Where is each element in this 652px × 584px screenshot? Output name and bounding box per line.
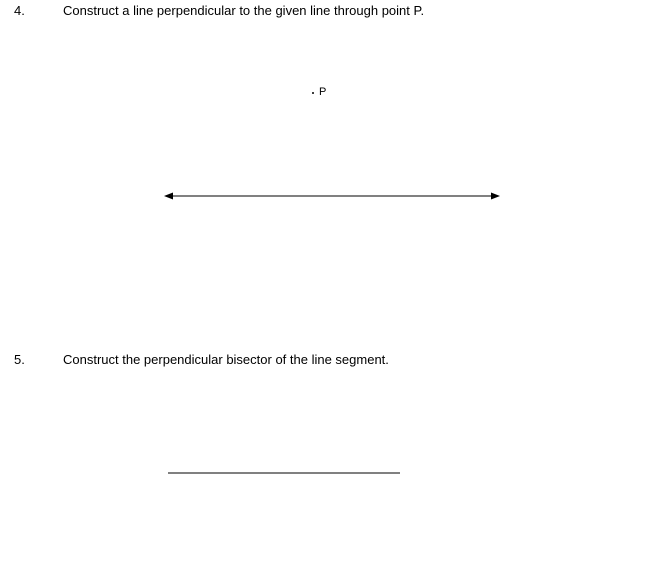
given-line-left-arrowhead [164, 193, 173, 200]
point-p-dot [312, 92, 314, 94]
line-segment [168, 468, 402, 478]
problem-4-prompt: Construct a line perpendicular to the given line through point P. [63, 3, 425, 18]
given-line [160, 188, 505, 204]
problem-5-number: 5. [14, 352, 25, 367]
point-p-label: P [319, 86, 327, 98]
given-line-right-arrowhead [491, 193, 500, 200]
problem-4-number: 4. [14, 3, 25, 18]
problem-5-prompt: Construct the perpendicular bisector of the line segment. [63, 352, 389, 367]
